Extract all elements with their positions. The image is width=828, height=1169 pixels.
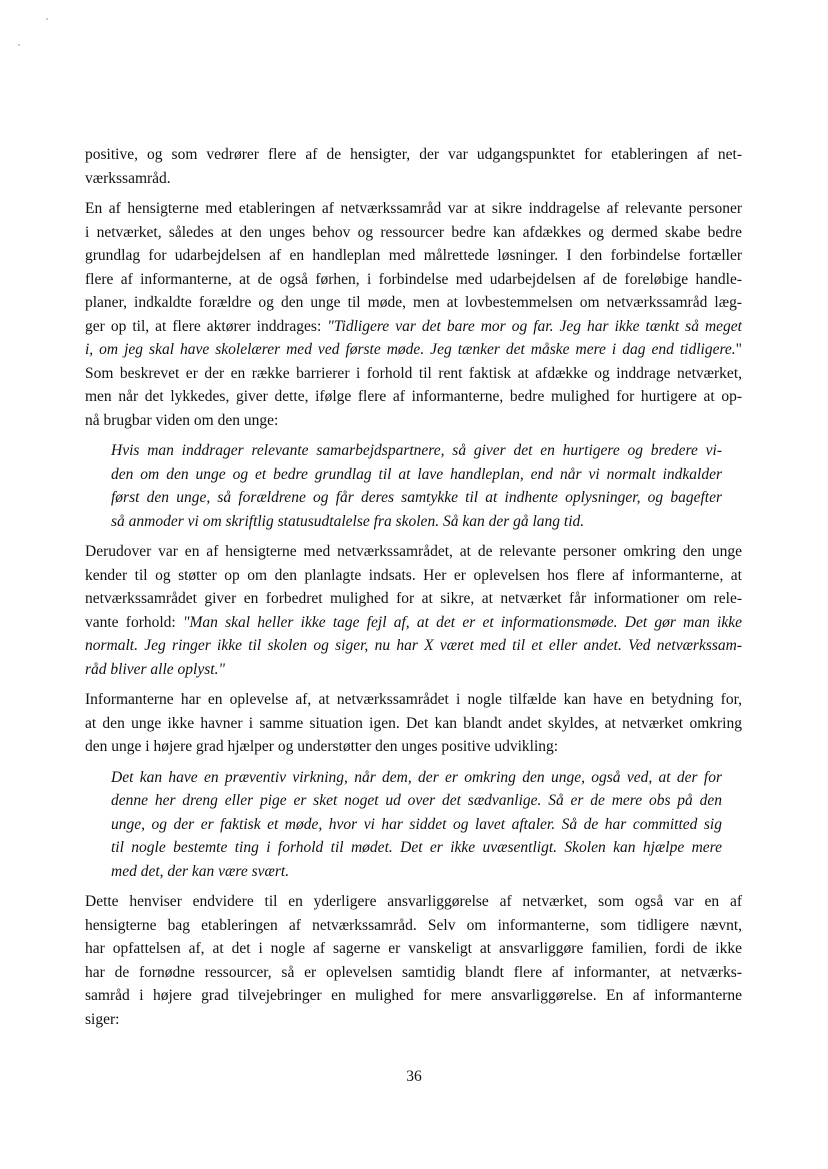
text-line	[85, 634, 742, 658]
text-line: har opfattelsen af, at det i nogle af sagerne er vanskeligt at ansvarliggøre familien, fordi de ikke	[85, 940, 742, 957]
quoted-text: råd bliver alle oplyst."	[85, 660, 225, 678]
quoted-text: "Tidligere var det bare mor og far. Jeg har ikke tænkt så meget	[327, 317, 742, 335]
paragraph-5	[85, 890, 742, 1031]
text-line: hensigterne bag etableringen af netværkssamråd. Selv om informanterne, som tidligere nævnt,	[85, 916, 742, 934]
block-quote-1	[111, 439, 722, 533]
text-segment: vante forhold:	[85, 613, 183, 631]
text-line: Hvis man inddrager relevante samarbejdspartnere, så giver det en hurtigere og bredere vi-	[111, 442, 722, 459]
text-line: grundlag for udarbejdelsen af en handleplan med målrettede løsninger. I den forbindelse fortæller	[85, 247, 742, 264]
text-line: Dette henviser endvidere til en yderligere ansvarliggørelse af netværket, som også var en af	[85, 893, 742, 910]
text-line: flere af informanterne, at de også førhen, i forbindelse med udarbejdelsen af de foreløbige handle-	[85, 270, 742, 288]
text-line: samråd i højere grad tilvejebringer en mulighed for mere ansvarliggørelse. En af informanterne	[85, 987, 742, 1004]
quoted-text: i, om jeg skal have skolelærer med ved første møde. Jeg tænker det måske mere i dag end tidligere.	[85, 341, 736, 358]
text-line: denne her dreng eller pige er sket noget ud over det sædvanlige. Så er de mere obs på den	[111, 792, 722, 809]
paragraph-1	[85, 143, 742, 190]
text-line	[85, 338, 742, 362]
text-line: kender til og støtter op om den planlagte indsats. Her er oplevelsen hos flere af informanterne, at	[85, 566, 742, 584]
text-line: netværkssamrådet giver en forbedret mulighed for at sikre, at netværket får informationer om rele-	[85, 590, 742, 607]
paragraph-3	[85, 540, 742, 681]
text-line: Derudover var en af hensigterne med netværkssamrådet, at de relevante personer omkring den unge	[85, 543, 742, 560]
text-line: den unge i højere grad hjælper og understøtter den unges positive udvikling:	[85, 738, 559, 755]
text-line	[85, 611, 742, 635]
block-quote-2	[111, 766, 722, 884]
text-line: men når det lykkedes, giver dette, ifølge flere af informanterne, bedre mulighed for hurtigere at op-	[85, 388, 742, 405]
text-line: Informanterne har en oplevelse af, at netværkssamrådet i nogle tilfælde kan have en betydning for,	[85, 691, 742, 708]
text-segment: "	[735, 341, 742, 358]
text-line: positive, og som vedrører flere af de hensigter, der var udgangspunktet for etableringen af net-	[85, 146, 742, 163]
text-line: Det kan have en præventiv virkning, når dem, der er omkring den unge, også ved, at der for	[111, 768, 722, 786]
scan-speck	[18, 44, 20, 46]
text-segment: ger op til, at flere aktører inddrages:	[85, 317, 328, 335]
paragraph-2	[85, 197, 742, 432]
text-line: En af hensigterne med etableringen af netværkssamråd var at sikre inddragelse af relevante personer	[85, 200, 742, 217]
text-line: den om den unge og et bedre grundlag til at lave handleplan, end når vi normalt indkalder	[111, 465, 722, 483]
text-line: nå brugbar viden om den unge:	[85, 411, 279, 429]
text-line: først den unge, så forældrene og får deres samtykke til at indhente oplysninger, og bagefter	[111, 489, 722, 506]
text-body	[85, 143, 742, 1038]
quoted-text: "Man skal heller ikke tage fejl af, at det er et informationsmøde. Det gør man ikke	[182, 613, 742, 631]
text-line: at den unge ikke havner i samme situation igen. Det kan blandt andet skyldes, at netværket omkring	[85, 714, 742, 732]
text-line	[85, 315, 742, 339]
text-line: så anmoder vi om skriftlig statusudtalelse fra skolen. Så kan der gå lang tid.	[111, 512, 585, 530]
text-line: unge, og der er faktisk et møde, hvor vi har siddet og lavet aftaler. Så de har committed sig	[111, 815, 722, 833]
quoted-text: normalt. Jeg ringer ikke til skolen og siger, nu har X været med til et eller andet. Ved netværkssam-	[85, 637, 742, 654]
text-line: værkssamråd.	[85, 169, 171, 187]
text-line: planer, indkaldte forældre og den unge til møde, men at lovbestemmelsen om netværkssamråd læg-	[85, 294, 742, 311]
text-line	[85, 658, 742, 682]
scan-speck	[46, 18, 48, 20]
text-line: har de fornødne ressourcer, så er oplevelsen samtidig blandt flere af informanter, at netværks-	[85, 963, 742, 981]
text-line: i netværket, således at den unges behov og ressourcer bedre kan afdækkes og dermed skabe bedre	[85, 223, 742, 241]
text-line: til nogle bestemte ting i forhold til mødet. Det er ikke uvæsentligt. Skolen kan hjælpe mere	[111, 839, 722, 856]
page-number: 36	[406, 1068, 422, 1085]
text-line: Som beskrevet er der en række barrierer i forhold til rent faktisk at afdække og inddrage netværket,	[85, 364, 742, 382]
text-line: med det, der kan være svært.	[111, 862, 290, 880]
text-line: siger:	[85, 1010, 120, 1028]
paragraph-4	[85, 688, 742, 759]
